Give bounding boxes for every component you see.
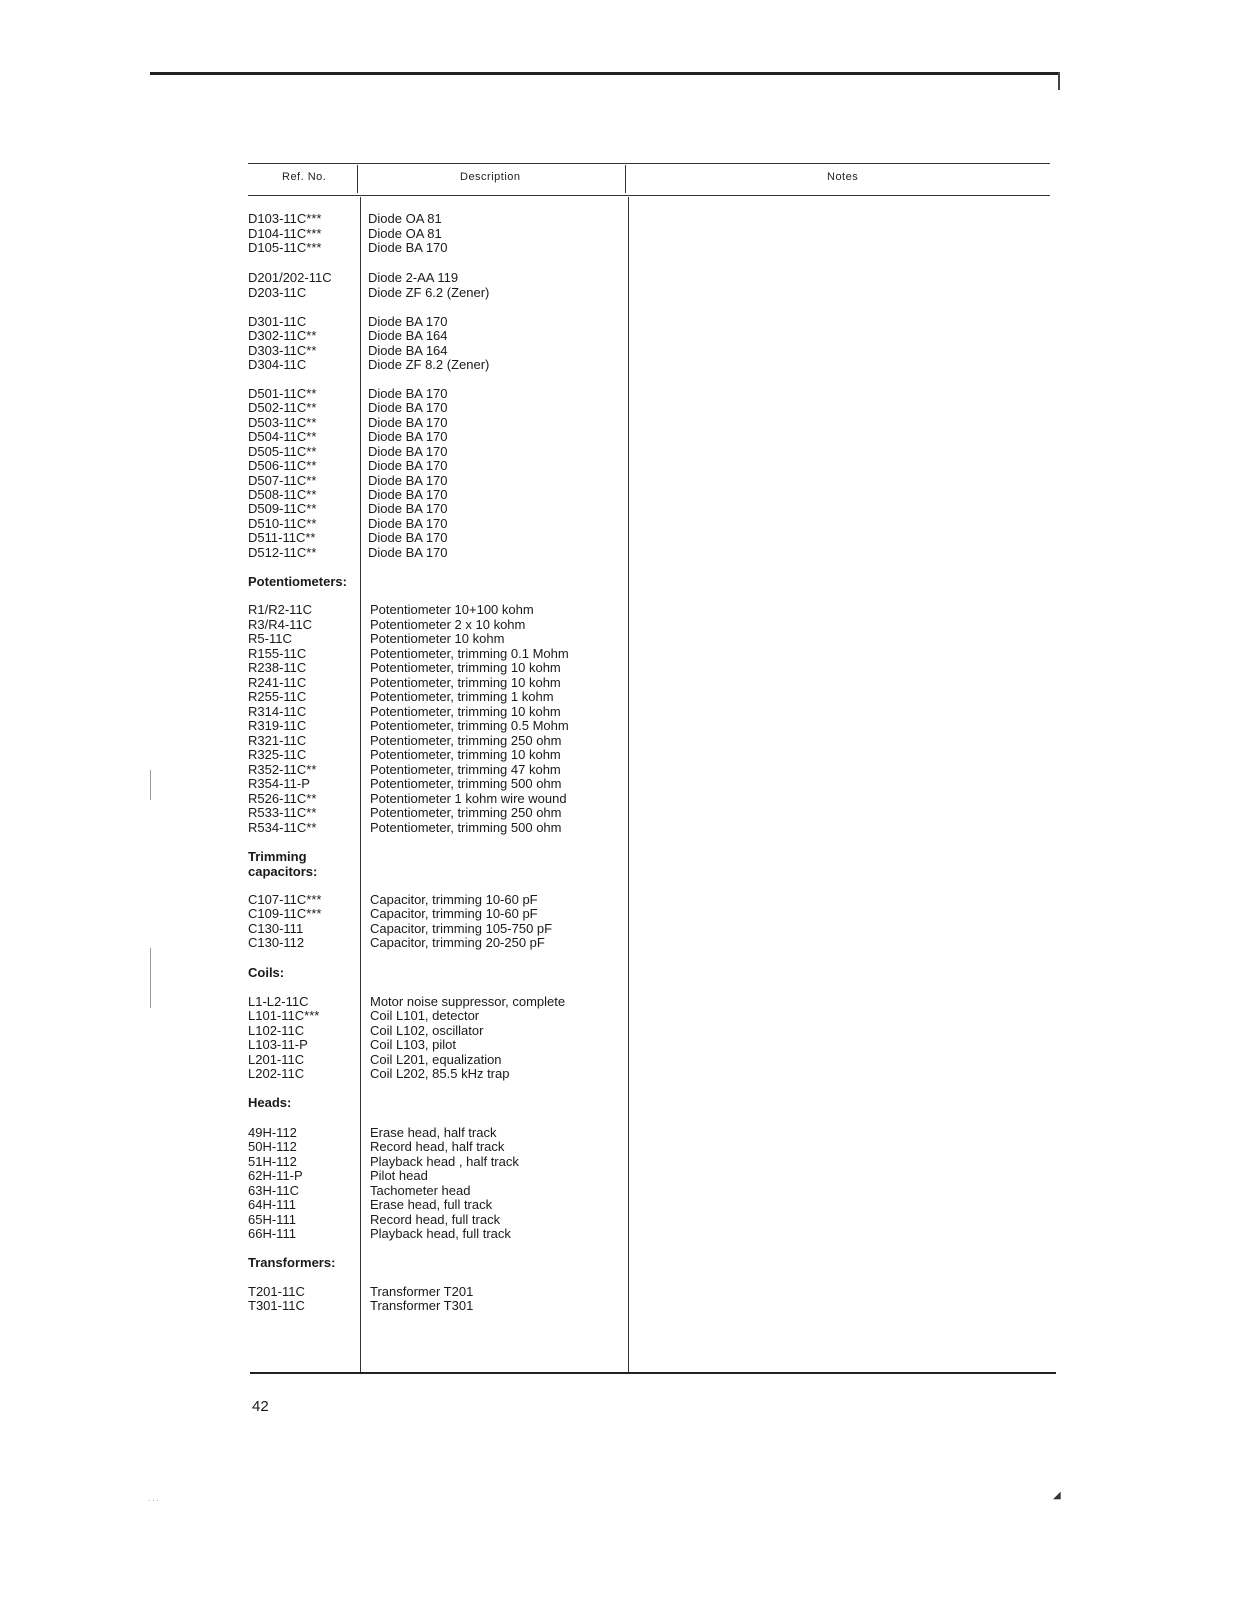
description-cell: Motor noise suppressor, complete	[370, 994, 566, 1009]
ref-no-cell: L201-11C	[248, 1052, 305, 1067]
description-cell: Diode BA 170	[368, 429, 448, 444]
description-cell: Diode ZF 6.2 (Zener)	[368, 285, 490, 300]
description-cell: Potentiometer 2 x 10 kohm	[370, 617, 526, 632]
section-trimming-line2: capacitors:	[248, 864, 318, 879]
ref-no-cell: 51H-112	[248, 1154, 297, 1169]
description-cell: Potentiometer, trimming 250 ohm	[370, 805, 562, 820]
description-cell: Potentiometer, trimming 0.1 Mohm	[370, 646, 569, 661]
ref-no-cell: R352-11C**	[248, 762, 317, 777]
description-cell: Diode ZF 8.2 (Zener)	[368, 357, 490, 372]
description-cell: Coil L201, equalization	[370, 1052, 502, 1067]
description-cell: Playback head, full track	[370, 1226, 511, 1241]
description-cell: Playback head , half track	[370, 1154, 519, 1169]
description-cell: Transformer T301	[370, 1298, 474, 1313]
header-ref-no: Ref. No.	[282, 171, 327, 183]
description-cell: Diode BA 170	[368, 458, 448, 473]
description-cell: Diode BA 164	[368, 328, 448, 343]
ref-no-cell: L101-11C***	[248, 1008, 320, 1023]
description-cell: Capacitor, trimming 10-60 pF	[370, 892, 538, 907]
description-cell: Capacitor, trimming 20-250 pF	[370, 935, 545, 950]
description-cell: Coil L101, detector	[370, 1008, 480, 1023]
page-number: 42	[252, 1398, 269, 1415]
description-cell: Diode BA 170	[368, 240, 448, 255]
column-divider-2-body	[628, 197, 629, 1372]
ref-no-cell: R325-11C	[248, 747, 307, 762]
ref-no-cell: D512-11C**	[248, 545, 317, 560]
description-cell: Potentiometer 1 kohm wire wound	[370, 791, 567, 806]
ref-no-cell: 64H-111	[248, 1197, 296, 1212]
description-cell: Record head, full track	[370, 1212, 501, 1227]
ref-no-cell: R534-11C**	[248, 820, 317, 835]
ref-no-cell: D501-11C**	[248, 386, 317, 401]
description-cell: Diode BA 170	[368, 386, 448, 401]
description-cell: Coil L103, pilot	[370, 1037, 456, 1052]
description-cell: Coil L202, 85.5 kHz trap	[370, 1066, 510, 1081]
ref-no-cell: R238-11C	[248, 660, 307, 675]
description-cell: Potentiometer, trimming 10 kohm	[370, 747, 561, 762]
ref-no-cell: R314-11C	[248, 704, 307, 719]
ref-no-cell: R1/R2-11C	[248, 602, 313, 617]
ref-no-cell: 65H-111	[248, 1212, 296, 1227]
description-cell: Diode BA 170	[368, 415, 448, 430]
description-cell: Diode BA 164	[368, 343, 448, 358]
header-line-bottom	[248, 195, 1050, 196]
ref-no-cell: R3/R4-11C	[248, 617, 313, 632]
description-cell: Tachometer head	[370, 1183, 471, 1198]
ref-no-cell: D509-11C**	[248, 501, 317, 516]
description-cell: Transformer T201	[370, 1284, 474, 1299]
ref-no-cell: D505-11C**	[248, 444, 317, 459]
section-trimming-line1: Trimming	[248, 849, 307, 864]
top-rule	[150, 72, 1060, 75]
description-cell: Potentiometer, trimming 10 kohm	[370, 704, 561, 719]
description-cell: Diode BA 170	[368, 530, 448, 545]
ref-no-cell: L202-11C	[248, 1066, 305, 1081]
ref-no-cell: D506-11C**	[248, 458, 317, 473]
description-cell: Potentiometer 10+100 kohm	[370, 602, 534, 617]
description-cell: Diode BA 170	[368, 473, 448, 488]
section-coils: Coils:	[248, 965, 285, 980]
description-cell: Coil L102, oscillator	[370, 1023, 484, 1038]
description-cell: Potentiometer, trimming 10 kohm	[370, 675, 561, 690]
margin-mark	[150, 948, 151, 1008]
ref-no-cell: D104-11C***	[248, 226, 322, 241]
ref-no-cell: D304-11C	[248, 357, 307, 372]
margin-mark	[150, 770, 151, 800]
section-heads: Heads:	[248, 1095, 292, 1110]
description-cell: Potentiometer, trimming 1 kohm	[370, 689, 554, 704]
ref-no-cell: L1-L2-11C	[248, 994, 309, 1009]
description-cell: Diode BA 170	[368, 501, 448, 516]
ref-no-cell: C109-11C***	[248, 906, 322, 921]
column-divider-1-body	[360, 197, 361, 1372]
ref-no-cell: R354-11-P	[248, 776, 310, 791]
description-cell: Record head, half track	[370, 1139, 505, 1154]
header-line-top	[248, 163, 1050, 164]
description-cell: Diode BA 170	[368, 516, 448, 531]
description-cell: Diode 2-AA 119	[368, 270, 459, 285]
description-cell: Potentiometer, trimming 500 ohm	[370, 820, 562, 835]
ref-no-cell: D103-11C***	[248, 211, 322, 226]
ref-no-cell: D105-11C***	[248, 240, 322, 255]
ref-no-cell: T201-11C	[248, 1284, 305, 1299]
ref-no-cell: D503-11C**	[248, 415, 317, 430]
top-rule-end	[1058, 72, 1060, 90]
ref-no-cell: D510-11C**	[248, 516, 317, 531]
ref-no-cell: 63H-11C	[248, 1183, 300, 1198]
ref-no-cell: D507-11C**	[248, 473, 317, 488]
section-transformers: Transformers:	[248, 1255, 336, 1270]
description-cell: Capacitor, trimming 10-60 pF	[370, 906, 538, 921]
description-cell: Potentiometer, trimming 0.5 Mohm	[370, 718, 569, 733]
ref-no-cell: L102-11C	[248, 1023, 305, 1038]
ref-no-cell: D302-11C**	[248, 328, 317, 343]
scan-dots: ...	[148, 1494, 161, 1503]
ref-no-cell: R533-11C**	[248, 805, 317, 820]
description-cell: Potentiometer 10 kohm	[370, 631, 505, 646]
column-divider-1	[357, 165, 358, 193]
section-potentiometers: Potentiometers:	[248, 574, 347, 589]
ref-no-cell: C107-11C***	[248, 892, 322, 907]
description-cell: Capacitor, trimming 105-750 pF	[370, 921, 553, 936]
description-cell: Potentiometer, trimming 10 kohm	[370, 660, 561, 675]
description-cell: Diode BA 170	[368, 400, 448, 415]
ref-no-cell: 66H-111	[248, 1226, 296, 1241]
description-cell: Erase head, full track	[370, 1197, 493, 1212]
ref-no-cell: D504-11C**	[248, 429, 317, 444]
column-divider-2	[625, 165, 626, 193]
ref-no-cell: D508-11C**	[248, 487, 317, 502]
description-cell: Pilot head	[370, 1168, 428, 1183]
description-cell: Diode OA 81	[368, 211, 442, 226]
ref-no-cell: L103-11-P	[248, 1037, 308, 1052]
ref-no-cell: 62H-11-P	[248, 1168, 303, 1183]
description-cell: Potentiometer, trimming 500 ohm	[370, 776, 562, 791]
ref-no-cell: R155-11C	[248, 646, 307, 661]
table-bottom-line	[250, 1372, 1056, 1374]
description-cell: Diode BA 170	[368, 487, 448, 502]
ref-no-cell: C130-111	[248, 921, 304, 936]
ref-no-cell: R526-11C**	[248, 791, 317, 806]
ref-no-cell: R321-11C	[248, 733, 307, 748]
description-cell: Erase head, half track	[370, 1125, 497, 1140]
description-cell: Potentiometer, trimming 250 ohm	[370, 733, 562, 748]
ref-no-cell: 50H-112	[248, 1139, 297, 1154]
header-notes: Notes	[827, 171, 859, 183]
description-cell: Potentiometer, trimming 47 kohm	[370, 762, 561, 777]
ref-no-cell: D203-11C	[248, 285, 307, 300]
ref-no-cell: 49H-112	[248, 1125, 297, 1140]
description-cell: Diode OA 81	[368, 226, 442, 241]
header-description: Description	[460, 171, 521, 183]
corner-mark: ◢	[1053, 1490, 1061, 1501]
ref-no-cell: R5-11C	[248, 631, 292, 646]
ref-no-cell: C130-112	[248, 935, 305, 950]
ref-no-cell: R255-11C	[248, 689, 307, 704]
ref-no-cell: R241-11C	[248, 675, 307, 690]
description-cell: Diode BA 170	[368, 444, 448, 459]
ref-no-cell: D502-11C**	[248, 400, 317, 415]
ref-no-cell: T301-11C	[248, 1298, 305, 1313]
ref-no-cell: D303-11C**	[248, 343, 317, 358]
ref-no-cell: D201/202-11C	[248, 270, 332, 285]
ref-no-cell: D301-11C	[248, 314, 307, 329]
ref-no-cell: R319-11C	[248, 718, 307, 733]
ref-no-cell: D511-11C**	[248, 530, 316, 545]
description-cell: Diode BA 170	[368, 314, 448, 329]
description-cell: Diode BA 170	[368, 545, 448, 560]
